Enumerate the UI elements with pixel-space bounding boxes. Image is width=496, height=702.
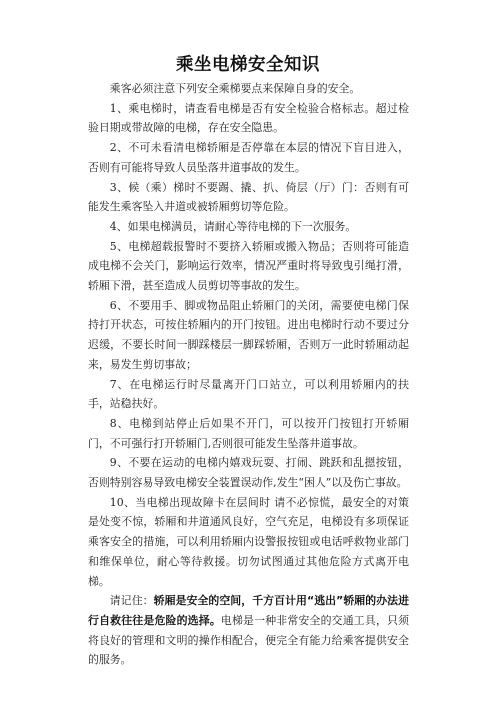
paragraph-rule-5: 5、电梯超载报警时不要挤入轿厢或搬入物品；否则将可能造成电梯不会关门，影响运行效率，情况严重时将导致曳引绳打滑，轿厢下滑，甚至造成人员剪切等事故的发生。 — [88, 239, 409, 293]
paragraph-intro: 乘客必须注意下列安全乘梯要点来保障自身的安全。 — [109, 82, 361, 95]
paragraph-rule-2: 2、不可未看清电梯轿厢是否停靠在本层的情况下盲目进入，否则有可能将导致人员坠落井道事故的发生。 — [88, 141, 409, 174]
reminder-bold-text: 轿厢是安全的空间，千方百计用“逃出”轿厢的办法进行自救往往是危险的选择。 — [88, 594, 409, 627]
paragraph-rule-6: 6、不要用手、脚或物品阻止轿厢门的关闭，需要使电梯门保持打开状态，可按住轿厢内的开门按钮。进出电梯时行动不要过分迟缓，不要长时间一脚踩楼层一脚踩轿厢，否则万一此时轿厢动起来，易发生剪切事故； — [88, 298, 409, 371]
paragraph-rule-8: 8、电梯到站停止后如果不开门，可以按开门按钮打开轿厢门，不可强行打开轿厢门,否则很可能发生坠落井道事故。 — [88, 416, 409, 450]
paragraph-rule-3: 3、候（乘）梯时不要踢、撬、扒、倚层（厅）门：否则有可能发生乘客坠入井道或被轿厢剪切等危险。 — [88, 180, 409, 214]
paragraph-rule-1: 1、乘电梯时，请查看电梯是否有安全检验合格标志。超过检验日期或带故障的电梯，存在安全隐患。 — [88, 101, 409, 135]
paragraph-rule-10: 10、当电梯出现故障卡在层间时 请不必惊慌，最安全的对策是处变不惊，轿厢和井道通风良好，空气充足，电梯设有多项保证乘客安全的措施，可以利用轿厢内设警报按钮或电话呼救物业部门和维保单位，耐心等待救援。切勿试图通过其他危险方式离开电梯。 — [88, 495, 409, 588]
paragraph-rule-9: 9、不要在运动的电梯内嬉戏玩耍、打闹、跳跃和乱摁按钮，否则特别容易导致电梯安全装置误动作,发生“困人”以及伤亡事故。 — [88, 456, 409, 490]
paragraph-reminder — [88, 591, 409, 670]
reminder-tail: 电梯是一种非常安全的交通工具，只须将良好的管理和文明的操作相配合，便完全有能力给乘客提供安全的服务。 — [88, 613, 409, 667]
document-body — [88, 79, 409, 670]
reminder-lead: 请记住： — [109, 594, 154, 608]
paragraph-rule-7: 7、在电梯运行时尽量离开门口站立，可以利用轿厢内的扶手，站稳扶好。 — [88, 377, 409, 411]
paragraph-rule-4: 4、如果电梯满员，请耐心等待电梯的下一次服务。 — [109, 219, 357, 233]
document-title: 乘坐电梯安全知识 — [176, 55, 320, 75]
